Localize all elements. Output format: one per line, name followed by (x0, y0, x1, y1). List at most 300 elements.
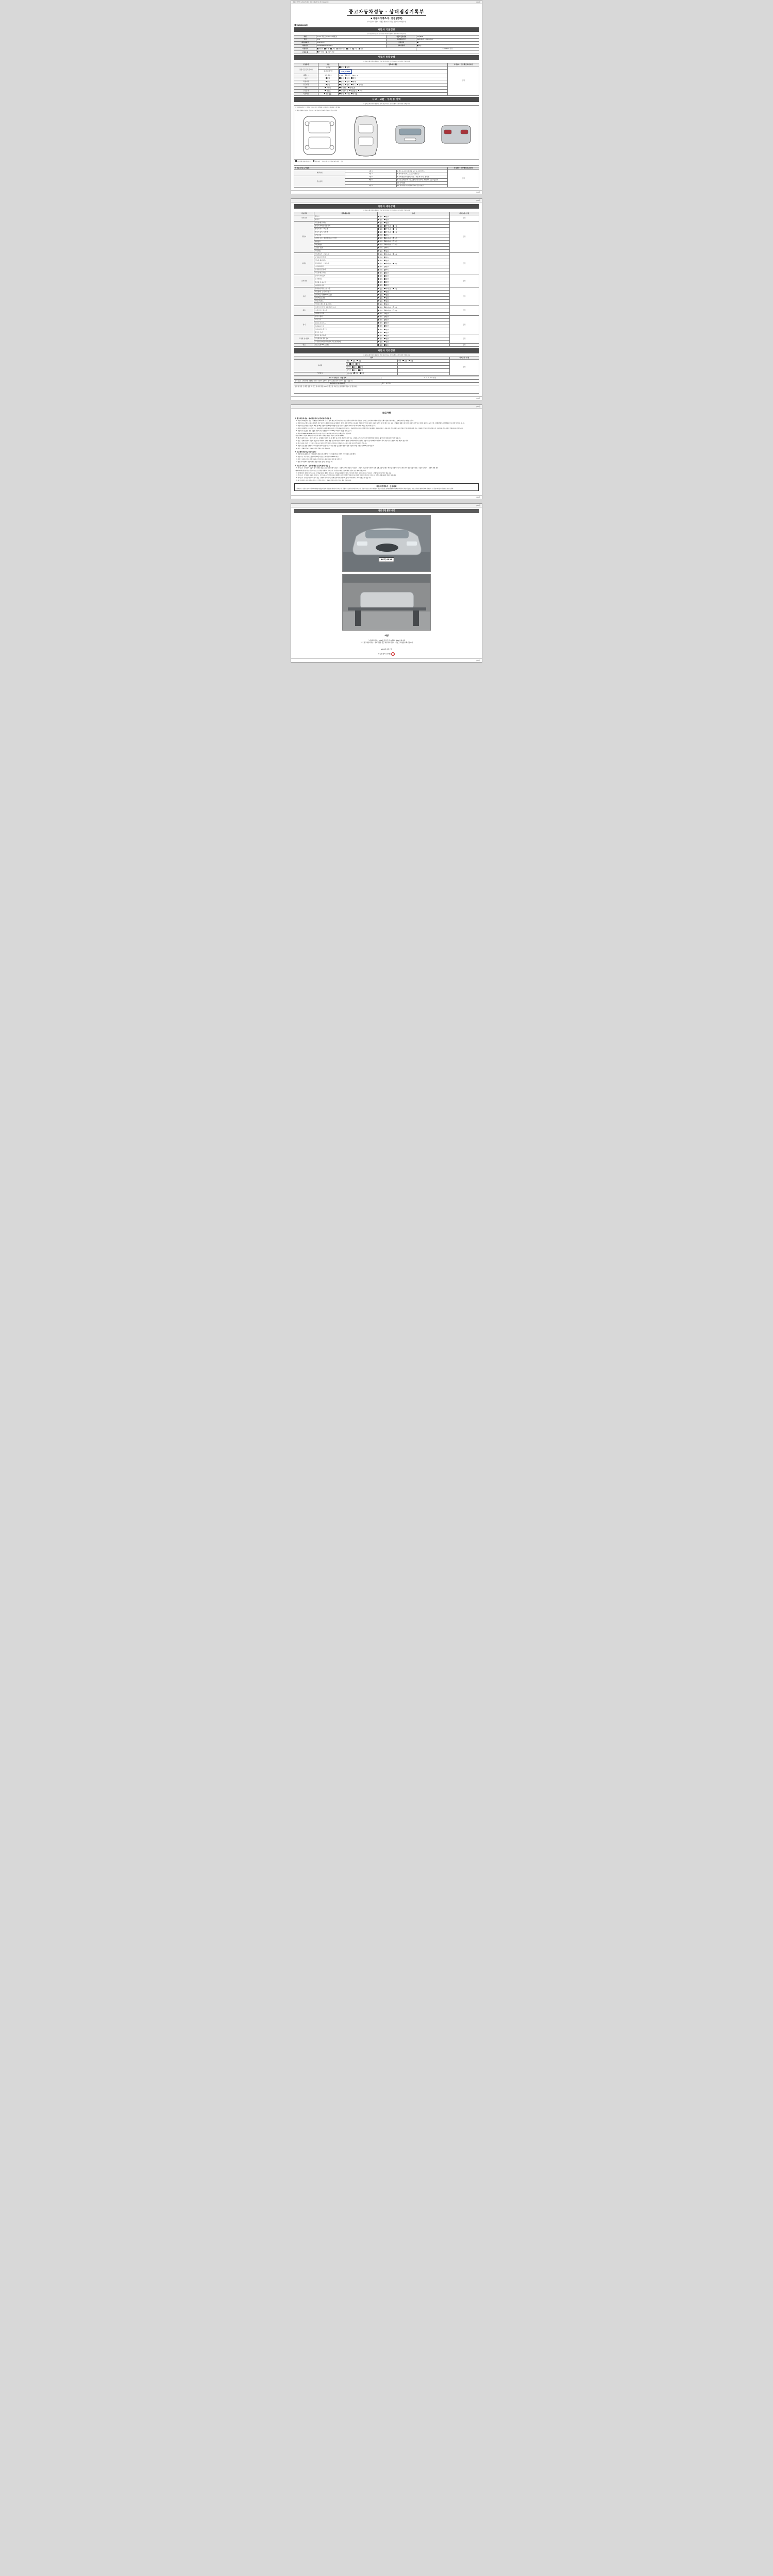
state-adequate[interactable]: 적정 (378, 234, 383, 236)
row-label: 차대번호 (294, 44, 316, 47)
row-label: 튜닝 (294, 77, 318, 80)
mileage-cell (339, 69, 448, 74)
state-none[interactable]: 없음 (378, 228, 383, 230)
item-label: 디퍼렌셜 기어 (314, 284, 377, 287)
appraisal-value: 산정 (449, 275, 479, 287)
row-label: 배출가스 (294, 74, 318, 77)
tuning-structure[interactable]: 구조 (345, 77, 350, 79)
state-good[interactable]: 양호 (378, 322, 383, 324)
state-bad[interactable]: 불량 (384, 303, 389, 306)
fuel-label: 사용연료 (294, 47, 316, 50)
state-good[interactable]: 양호 (378, 300, 383, 302)
state-none[interactable]: 없음 (378, 288, 383, 290)
usechange-yes[interactable]: 있음 (339, 84, 344, 86)
sheet-header (291, 405, 482, 409)
usechange-lease[interactable]: 리스 (351, 84, 356, 86)
notice-item: 9. 성능 · 상태점검자가 자동차 성능점검 기록부에 기재한 내용 중 손해 내용과 관련하여 발생한 손해에 대하여 보증하는 보증기간 등에 대해 기재하여야 하며, 자동차 성능점검에 대한 책임이 있습니다. (298, 440, 479, 442)
state-good[interactable]: 양호 (378, 250, 383, 252)
current-mileage: 229,575km (339, 70, 352, 73)
state-good[interactable]: 양호 (378, 284, 383, 286)
state-insufficient[interactable]: 부족 (384, 247, 389, 249)
state-bad[interactable]: 불량 (384, 291, 389, 293)
state-insufficient[interactable]: 부족 (384, 234, 389, 236)
state-bad[interactable]: 불량 (384, 216, 389, 218)
item-label: 기어변속장치 (314, 265, 377, 268)
item-label: 원동기 (314, 215, 377, 218)
tuning-none[interactable]: 없음 (326, 77, 330, 79)
state-bad[interactable]: 불량 (358, 369, 363, 371)
row-value: 2012-06-29 (316, 41, 386, 44)
notice-item: 3. 보증 : 자동차의 성능점검 기록부에 기재된 내용에 대한 보증 범위 및 보증기간 (298, 459, 479, 461)
appraisal-value: 산정 (449, 334, 479, 344)
appraisal-value: 산정 (449, 215, 479, 222)
state-bad[interactable]: 불량 (360, 372, 364, 375)
state-none[interactable]: 없음 (378, 225, 383, 227)
appraisal-value: 산정 (449, 253, 479, 275)
recall-yes[interactable]: 해당 (339, 93, 344, 95)
state-adequate[interactable]: 적정 (378, 247, 383, 249)
item-label: 라디에이터 팬 모터 (314, 328, 377, 331)
state-bad[interactable]: 불량 (357, 360, 361, 362)
section-accident-note: (※ 항목을 확인하여 해당하는 칸에 체크하거나 · 산정을 원하는 경우에만 기재합니다) (363, 103, 410, 105)
history-fire[interactable]: 화재 (351, 81, 356, 83)
notice-item: 2. 보증기간 : 자동차 인도일로부터 30일 이상 또는 주행거리 2,000km 이상 (298, 456, 479, 458)
front-view-photo[interactable] (342, 515, 431, 572)
car-front-photo-icon (394, 118, 426, 152)
group-label: 전기 (294, 315, 314, 334)
notice-item: 3. 자동차인도일에 보증기간이 30일 및 30일 보증하여 (300일 매매업자로 등기나 성능점검에 대하여 이후 차의 제반 책임을 부담하게 됩니다.) (298, 425, 479, 427)
signature-section-title: 서명 (384, 634, 389, 637)
item-label: 오일유량 및 상태 (314, 268, 377, 272)
state-minor[interactable]: 미세누수 (384, 238, 391, 240)
state-good[interactable]: 양호 (349, 363, 354, 365)
inspection-standard-value: 0 0 0 0 0 0 산정 (416, 47, 479, 50)
diagram-legend-left: ※ (상태표시부호) ① 없음(-) ② 판금 또는 용접(W) ③ 교환(X) ④ 부식(C) ⑤ 흠집(A) (295, 106, 340, 108)
usechange-none[interactable]: 없음 (326, 84, 330, 86)
special-note-text: 엔진룸 점검, 도색은 있음 ※ 인근 표기의 점검, PPF/킷셋/코팅, 프론트보닛 휠클리닝평가 및 검검에트 (294, 385, 479, 394)
state-leak[interactable]: 누유 (393, 253, 397, 256)
form-reference: 자동차관리법 시행규칙 [별지 제82호의3서식] <개정 2021.7.6.> (293, 2, 329, 3)
panel-rank-title: ※ 교환, 판금 등 이상부 (294, 167, 448, 170)
state-bad[interactable]: 불량 (409, 360, 413, 362)
fuel-option[interactable]: 디젤 (324, 48, 329, 50)
usechange-business[interactable]: 영업용 (357, 84, 363, 86)
state-none[interactable]: 없음 (378, 307, 383, 309)
outer-panel-label: 외판부위 (294, 170, 345, 176)
option-convenience[interactable]: 편의장치 (349, 90, 357, 92)
notice-item: 1. 가격조사 · 산정자가 사실과 달리 기재한 성능조사 결과와 함께 가격조사 · 산정기준(해당 자동차 가격조사 · 산정 부분 판단에 기재하며 부위 등은 포함기준 준수 확인 및 판매가격에 따라 확인 여부에 관계없이 확인) : 자동차가격조사 · 산정의 기준 준수 (298, 467, 479, 469)
total-label: ＊＊＊ 가격조사 · 산정 금액 (294, 377, 381, 380)
state-bad[interactable]: 불량 (384, 332, 389, 334)
state-bad[interactable]: 불량 (384, 300, 389, 302)
warranty-option[interactable]: 자가보증 (317, 51, 324, 53)
state-leak[interactable]: 누수 (393, 238, 397, 240)
item-label: 배력장치 상태 (314, 312, 377, 315)
recall-none[interactable]: 해당없음 (324, 93, 331, 95)
state-bad[interactable]: 불량 (384, 316, 389, 318)
item-state (346, 372, 398, 375)
sheet-1 (291, 0, 482, 194)
row-value: 2022-06-25 ~ 2024-06-07 (416, 38, 479, 41)
item-state-extra (398, 372, 450, 375)
item-label: 룸미러 (346, 369, 351, 371)
group-label: 사외품 (294, 360, 346, 372)
state-good[interactable]: 양호 (378, 316, 383, 318)
state-good[interactable]: 양호 (378, 260, 383, 262)
state-bad[interactable]: 불량 (384, 313, 389, 315)
page-number: (3/4쪽) (476, 2, 480, 3)
notice-item: 4. 점검 가격에 따라 보증범위 및 보증기간은 달라질 수 있습니다. (298, 461, 479, 463)
appraisal-request-box (294, 483, 479, 491)
group-label: 변속기 (294, 253, 314, 275)
state-good[interactable]: 양호 (378, 216, 383, 218)
state-bad[interactable]: 불량 (384, 219, 389, 221)
state-good[interactable]: 양호 (378, 329, 383, 331)
item-label: 변속기 (314, 218, 377, 222)
accident-history-label[interactable]: 사고이력 (보험사로 접수) (295, 160, 311, 162)
state-bad[interactable]: 불량 (384, 338, 389, 340)
state-minor[interactable]: 미세누유 (384, 253, 391, 256)
state-good[interactable]: 양호 (351, 360, 356, 362)
notice-item: 11. 자동차 성능점검 기록부의 기재내용에 대하여 보증하는 기간 및 내용 등 보증에 대한 사항은 자동차관리법 시행규칙 제120조에 따릅니다. (298, 445, 479, 447)
col-header: 가격조사 · 산정액 및 특기사항 (447, 63, 479, 66)
state-good[interactable]: 양호 (354, 372, 358, 375)
state-minor[interactable]: 미세누수 (384, 241, 391, 243)
row-label: 주행거리 (386, 41, 416, 44)
recall-done[interactable]: 이행 (345, 93, 350, 95)
state-good[interactable]: 양호 (378, 222, 383, 224)
notice-subitem: – 자동차365 > 자동차 내역조회 > 자동차 내역 > 자세한 내용은 자동차 조회 후 내역확인 (295, 435, 345, 437)
section-overall-state-note: (※ 항목을 확인하여 해당하는 칸에 체크하거나 · 산정을 원하는 경우에만 기재합니다) (363, 61, 410, 63)
state-bad[interactable]: 불량 (384, 294, 389, 296)
state-leak[interactable]: 누유 (393, 288, 397, 290)
notice-title: 유의사항 (382, 412, 391, 415)
fuel-option[interactable]: 수소 (352, 48, 357, 50)
item-label: 스티어링 기어(MDPS포함) (314, 294, 377, 297)
state-bad[interactable]: 불량 (384, 272, 389, 274)
state-bad[interactable]: 불량 (384, 275, 389, 277)
state-leak[interactable]: 누유 (393, 231, 397, 233)
color-change[interactable]: 색상변경 (339, 87, 346, 89)
state-none[interactable]: 없음 (378, 310, 383, 312)
appraisal-value: 산정 (449, 344, 479, 347)
state-bad[interactable]: 불량 (384, 281, 389, 283)
state-good[interactable]: 양호 (378, 294, 383, 296)
state-minor[interactable]: 미세누수 (384, 244, 391, 246)
checkbox-option[interactable] (417, 42, 418, 44)
usechange-rent[interactable]: 렌트 (345, 84, 350, 86)
state-minor[interactable]: 미세누유 (384, 288, 391, 290)
page-number: (4/4쪽) (476, 505, 480, 507)
other-info-table (294, 357, 479, 376)
state-leak[interactable]: 누수 (393, 244, 397, 246)
item-label: 휠 (346, 363, 348, 365)
state-good[interactable]: 양호 (378, 335, 383, 337)
item-label: 냉각수 수량 (314, 246, 377, 249)
appraisal-value: 산정 (449, 315, 479, 334)
checkbox-option[interactable]: 자동 (417, 45, 422, 47)
row-label: 자동차등록번호 (386, 36, 416, 39)
option-navigation[interactable]: 내비게이션 (339, 90, 348, 92)
diagram-legend-right: ※ 외판 상태에서 용접부 기준으로, 기타 항목까지 상태확인 판단이 가능합니다. (295, 109, 338, 111)
item-label: 윈도우 모터 (314, 331, 377, 334)
row-sublabel: 실주행 (318, 66, 338, 69)
special-note-sub: 점검 · 내부평가 (381, 382, 392, 385)
state-minor[interactable]: 미세누유 (384, 231, 391, 233)
sheet-footer: (2/4쪽) (291, 396, 482, 400)
row-label: 리콜대상 (294, 93, 318, 96)
item-label: 구동축전지 격리 상태 (314, 337, 377, 341)
row-label: 검사유효기간 (386, 38, 416, 41)
sheet-footer: (1/4쪽) (291, 190, 482, 194)
page-number: (2/4쪽) (476, 200, 480, 202)
notice-item: 5. 가격조사 · 산정 금액은 자동차의 성능 · 상태와 연식 및 사고이력 등에 따라 결정되며, 실제 거래가격과는 차이가 있을 수 있습니다. (298, 477, 479, 479)
fuel-option[interactable]: 기타 (359, 48, 363, 50)
group-label: 제동 (294, 306, 314, 315)
sheet-header (291, 199, 482, 202)
col-header: 가격조사 · 산정 (449, 357, 479, 360)
page-number: (3/4쪽) (476, 406, 480, 408)
state-good[interactable]: 양호 (352, 366, 357, 368)
state-bad[interactable]: 불량 (384, 325, 389, 327)
item-label: 작동상태(공회전) (314, 259, 377, 262)
item-label: 타이어 (346, 366, 351, 368)
recall-notdone[interactable]: 미이행 (351, 93, 357, 95)
state-leak[interactable]: 누유 (393, 263, 397, 265)
state-bad[interactable]: 불량 (384, 284, 389, 286)
state-leak[interactable]: 누유 (393, 307, 397, 309)
main-frame-label: 주요골격 (294, 176, 345, 188)
item-label: 연료누출(LP가스포함) (314, 344, 377, 347)
notice-heading-1: ※ 중고자동차성능 · 상태점검자의 보증에 관한 사항 등 (295, 417, 331, 420)
car-side-view-icon (301, 113, 338, 158)
state-good[interactable]: 양호 (378, 341, 383, 343)
notice-item: 5. 자동차의 성능점검 관련 사항은 하반기 자동차정보(www.car365.go.kr)에서 확인할 수 있습니다. (298, 430, 479, 432)
state-insufficient[interactable]: 부족 (384, 257, 389, 259)
state-none[interactable]: 없음 (378, 344, 383, 346)
notice-list-3 (295, 467, 479, 482)
state-good[interactable]: 양호 (378, 275, 383, 277)
total-value: ０ ０ ０ ０ ０ 천원 (381, 377, 479, 380)
notice-item: 4. 자동차 매매업자 등 고객이 성능 · 상태점검기록부를 매수인에게 고지할 때 판매 자동차(성능 · 상태점검자의 성능점검 확인서)로 판매하는 자동차의 유지 · 관리사항 · 정비사항 등을 포함하여 기재되어야 하며, 성능 · 상태점검 기록부가 아니라 유지 · 관리사항, 정비사항의 기재내용을 의미합니다. (298, 428, 479, 430)
seal-icon: 인 (391, 652, 395, 656)
state-minor[interactable]: 미세누유 (384, 307, 391, 309)
option-etc[interactable]: 기타 (358, 90, 363, 92)
state-good[interactable]: 양호 (378, 325, 383, 327)
section-basic-info-bar: 자동차 기본정보 (294, 27, 479, 32)
history-none[interactable]: 없음 (326, 81, 330, 83)
item-label: 발전기 출력 (314, 315, 377, 318)
state-good[interactable]: 양호 (378, 278, 383, 280)
row-label: 용도변경 (294, 83, 318, 87)
col-header: 상태 (377, 212, 449, 215)
underbody-lift-photo[interactable] (342, 574, 431, 631)
notice-item: 6. 자동차의(www.car365.go.kr)에서 승용차 검토 및 기록이나 기타 사항 등을 확인할 수 있습니다. (298, 433, 479, 435)
state-insufficient[interactable]: 부족 (384, 269, 389, 271)
col-header: 항목 (294, 357, 450, 360)
state-bad[interactable]: 불량 (384, 335, 389, 337)
item-label: 스티어링 조인트 (314, 297, 377, 300)
history-flood[interactable]: 침수 (345, 81, 350, 83)
state-exists[interactable]: 있음 (384, 344, 389, 346)
state-good[interactable]: 양호 (378, 338, 383, 340)
state-good[interactable]: 양호 (378, 332, 383, 334)
rank-parts: 5) 라디에이터서포트(볼트체결부품) (396, 173, 447, 176)
state-minor[interactable]: 미세누유 (384, 225, 391, 227)
item-label: 내장 (398, 360, 401, 362)
state-none[interactable]: 없음 (378, 263, 383, 265)
state-none[interactable]: 없음 (378, 241, 383, 243)
group-label: 자기진단 (294, 215, 314, 222)
appraisal-value: 산정 (341, 160, 344, 162)
item-label: 파워고압호스 (314, 300, 377, 303)
state-bad[interactable]: 불량 (384, 260, 389, 262)
sheet-4 (291, 503, 482, 663)
item-label: 고전원전기배선 상태(피복,고정,연결상태) (314, 341, 377, 344)
section-overall-state-bar: 자동차 종합상태 (294, 55, 479, 60)
state-none[interactable]: 없음 (378, 238, 383, 240)
state-bad[interactable]: 불량 (384, 322, 389, 324)
signer-label: 성능점검자 ( 성명 ) (378, 653, 391, 655)
fuel-option[interactable]: 가솔린 (317, 48, 323, 50)
signature-line-1: 「자동차관리법」 제58조 및 같은 법 시행규칙 제120조에 따라 (367, 639, 406, 641)
state-good[interactable]: 양호 (378, 266, 383, 268)
state-none[interactable]: 없음 (378, 231, 383, 233)
fuel-option[interactable]: LPG (330, 48, 335, 50)
item-label: 브레이크 마스터 실린더오일 누유 (314, 306, 377, 309)
tuning-yes[interactable]: 있음 (339, 77, 344, 79)
fuel-option[interactable]: 전기 (346, 48, 351, 50)
item-label: 자동변속기 · 오일누유 (314, 253, 377, 256)
row-label: 주요옵션 (294, 90, 318, 93)
item-label: 충전구 절연 상태 (314, 334, 377, 337)
state-adequate[interactable]: 적정 (378, 269, 383, 271)
color-fullrepaint[interactable]: 전체도색 (348, 87, 355, 89)
sheet-3 (291, 404, 482, 499)
item-label: 등속조인트 (314, 278, 377, 281)
signer-row (294, 652, 479, 656)
appraisal-value: 산정 (449, 360, 479, 375)
item-label: 커먼레일 (314, 249, 377, 252)
notice-heading-3: ※ 자동차가격조사 · 산정에 대한 보증에 관한 사항 등 (295, 464, 330, 467)
notice-list-2 (298, 453, 479, 463)
state-good[interactable]: 양호 (378, 297, 383, 299)
warranty-options (316, 50, 479, 54)
state-bad[interactable]: 불량 (384, 297, 389, 299)
row-value: WAUZZZ8KBCN159012 (316, 44, 386, 47)
row-value: 2012 (316, 38, 386, 41)
state-bad[interactable]: 불량 (384, 266, 389, 268)
state-adequate[interactable]: 적정 (378, 257, 383, 259)
state-bad[interactable]: 불량 (384, 319, 389, 321)
title-block (294, 7, 479, 23)
notice-item: 12. 성능 · 상태점검 국토교통부장관이 정하는 바에 따릅니다. (298, 448, 479, 450)
history-yes[interactable]: 있음 (339, 81, 344, 83)
state-minor[interactable]: 미세누유 (384, 310, 391, 312)
col-header: 항목/해당내용 (339, 63, 448, 66)
state-good[interactable]: 양호 (378, 291, 383, 293)
state-leak[interactable]: 누수 (393, 241, 397, 243)
state-option[interactable]: 양호 (339, 66, 344, 69)
state-minor[interactable]: 미세누유 (384, 228, 391, 230)
state-bad[interactable]: 불량 (384, 222, 389, 224)
row-value: 54머8538 (416, 36, 479, 39)
col-header: 가격조사 · 산정 (449, 212, 479, 215)
state-bad[interactable]: 불량 (384, 250, 389, 252)
warranty-option[interactable]: 보험사보증 (326, 51, 334, 53)
state-leak[interactable]: 누유 (393, 225, 397, 227)
diagram-bottom-legend (294, 159, 479, 163)
notice-item: 1. 자동차(성능점검보증) : 매매사업자 보증으로 보증기간 이내에 발생하는 부분의 수리 비용 등 보증 범위 (298, 453, 479, 455)
rank-parts: 1) 후드 2) 프론트펜더 3) 도어 4) 트렁크리드 (396, 170, 447, 173)
section-other-note: (※ 항목을 확인하여 해당하는 칸에 체크하거나 · 산정을 원하는 경우에만 기재합니다) (363, 354, 410, 356)
state-good[interactable]: 양호 (378, 319, 383, 321)
state-leak[interactable]: 누유 (393, 228, 397, 230)
simple-repair-label[interactable]: 단순수리 (313, 160, 320, 162)
state-bad[interactable]: 불량 (384, 278, 389, 280)
sheet-header (291, 1, 482, 4)
state-bad[interactable]: 불량 (358, 366, 363, 368)
group-label: 동력전달 (294, 275, 314, 287)
item-label: 수동변속기 · 오일누유 (314, 262, 377, 265)
state-good[interactable]: 양호 (352, 369, 357, 371)
notice-item: 4. 가격조사 · 산정자는 자동차 가격조사 · 산정 내용을 기재할 때에는 매매업자가 아닌 제3자 입장에서 공정하게 기재하여야 하며, 가격조사 · 산정가격에 대하여 책임이 있습니다. (298, 474, 479, 477)
item-label: 와이퍼 모터 기능 (314, 321, 377, 325)
section-basic-info-note: (※ 자동차가격조사 · 산정란은 매수인이 원하는 경우에만 기재합니다) (367, 33, 406, 35)
option-sunroof[interactable]: 선루프 (325, 90, 331, 92)
fuel-option[interactable]: 하이브리드 (337, 48, 345, 50)
state-minor[interactable]: 미세누유 (384, 263, 391, 265)
state-option[interactable]: 불량 (345, 66, 350, 69)
item-label: 브레이크 오일 누유 (314, 309, 377, 312)
item-label: 시동 모터 (314, 318, 377, 321)
rank-parts: 9) 프론트패널 10) 크로스멤버 11) 인사이드패널 12) 트렁크플로어 (396, 179, 447, 182)
col-header: 항목/해당내용 (314, 212, 377, 215)
tuning-device[interactable]: 장치 (351, 77, 356, 79)
sheet-footer: (3/4쪽) (291, 495, 482, 499)
state-bad[interactable]: 불량 (384, 341, 389, 343)
col-header: 주요장치 (294, 212, 314, 215)
color-original[interactable]: 무채색 (325, 87, 331, 89)
state-good[interactable]: 양호 (378, 281, 383, 283)
state-bad[interactable]: 불량 (384, 329, 389, 331)
item-label: 실내송풍 모터 (314, 325, 377, 328)
item-label: 보수내역 (346, 372, 352, 375)
rank-label: 1랭크 (345, 170, 396, 173)
page-subtitle: ■ 자동차가격조사 · 산정 (선택) (371, 17, 402, 20)
row-label: 색상 (294, 87, 318, 90)
state-good[interactable]: 양호 (378, 313, 383, 315)
state-good[interactable]: 양호 (378, 303, 383, 306)
signature-date: 2024년 6월 7일 (381, 648, 392, 651)
damage-diagram[interactable] (294, 105, 479, 166)
row-label: 최초등록일 (294, 41, 316, 44)
state-good[interactable]: 양호 (402, 360, 407, 362)
sheet-footer: (4/4쪽) (291, 658, 482, 662)
sheet-header (291, 504, 482, 507)
state-good[interactable]: 양호 (378, 219, 383, 221)
emission-co: 0.71% (339, 74, 344, 76)
state-bad[interactable]: 불량 (356, 363, 360, 365)
rank-label: B랭크 (345, 179, 396, 182)
state-none[interactable]: 없음 (378, 253, 383, 256)
state-none[interactable]: 없음 (378, 244, 383, 246)
item-label: 외장 (346, 360, 349, 362)
state-good[interactable]: 양호 (378, 272, 383, 274)
state-leak[interactable]: 누유 (393, 310, 397, 312)
appraisal-label: 가격조사 · 산정액 및 특기사항 (322, 160, 339, 162)
row-label: 특별이력 (294, 80, 318, 83)
